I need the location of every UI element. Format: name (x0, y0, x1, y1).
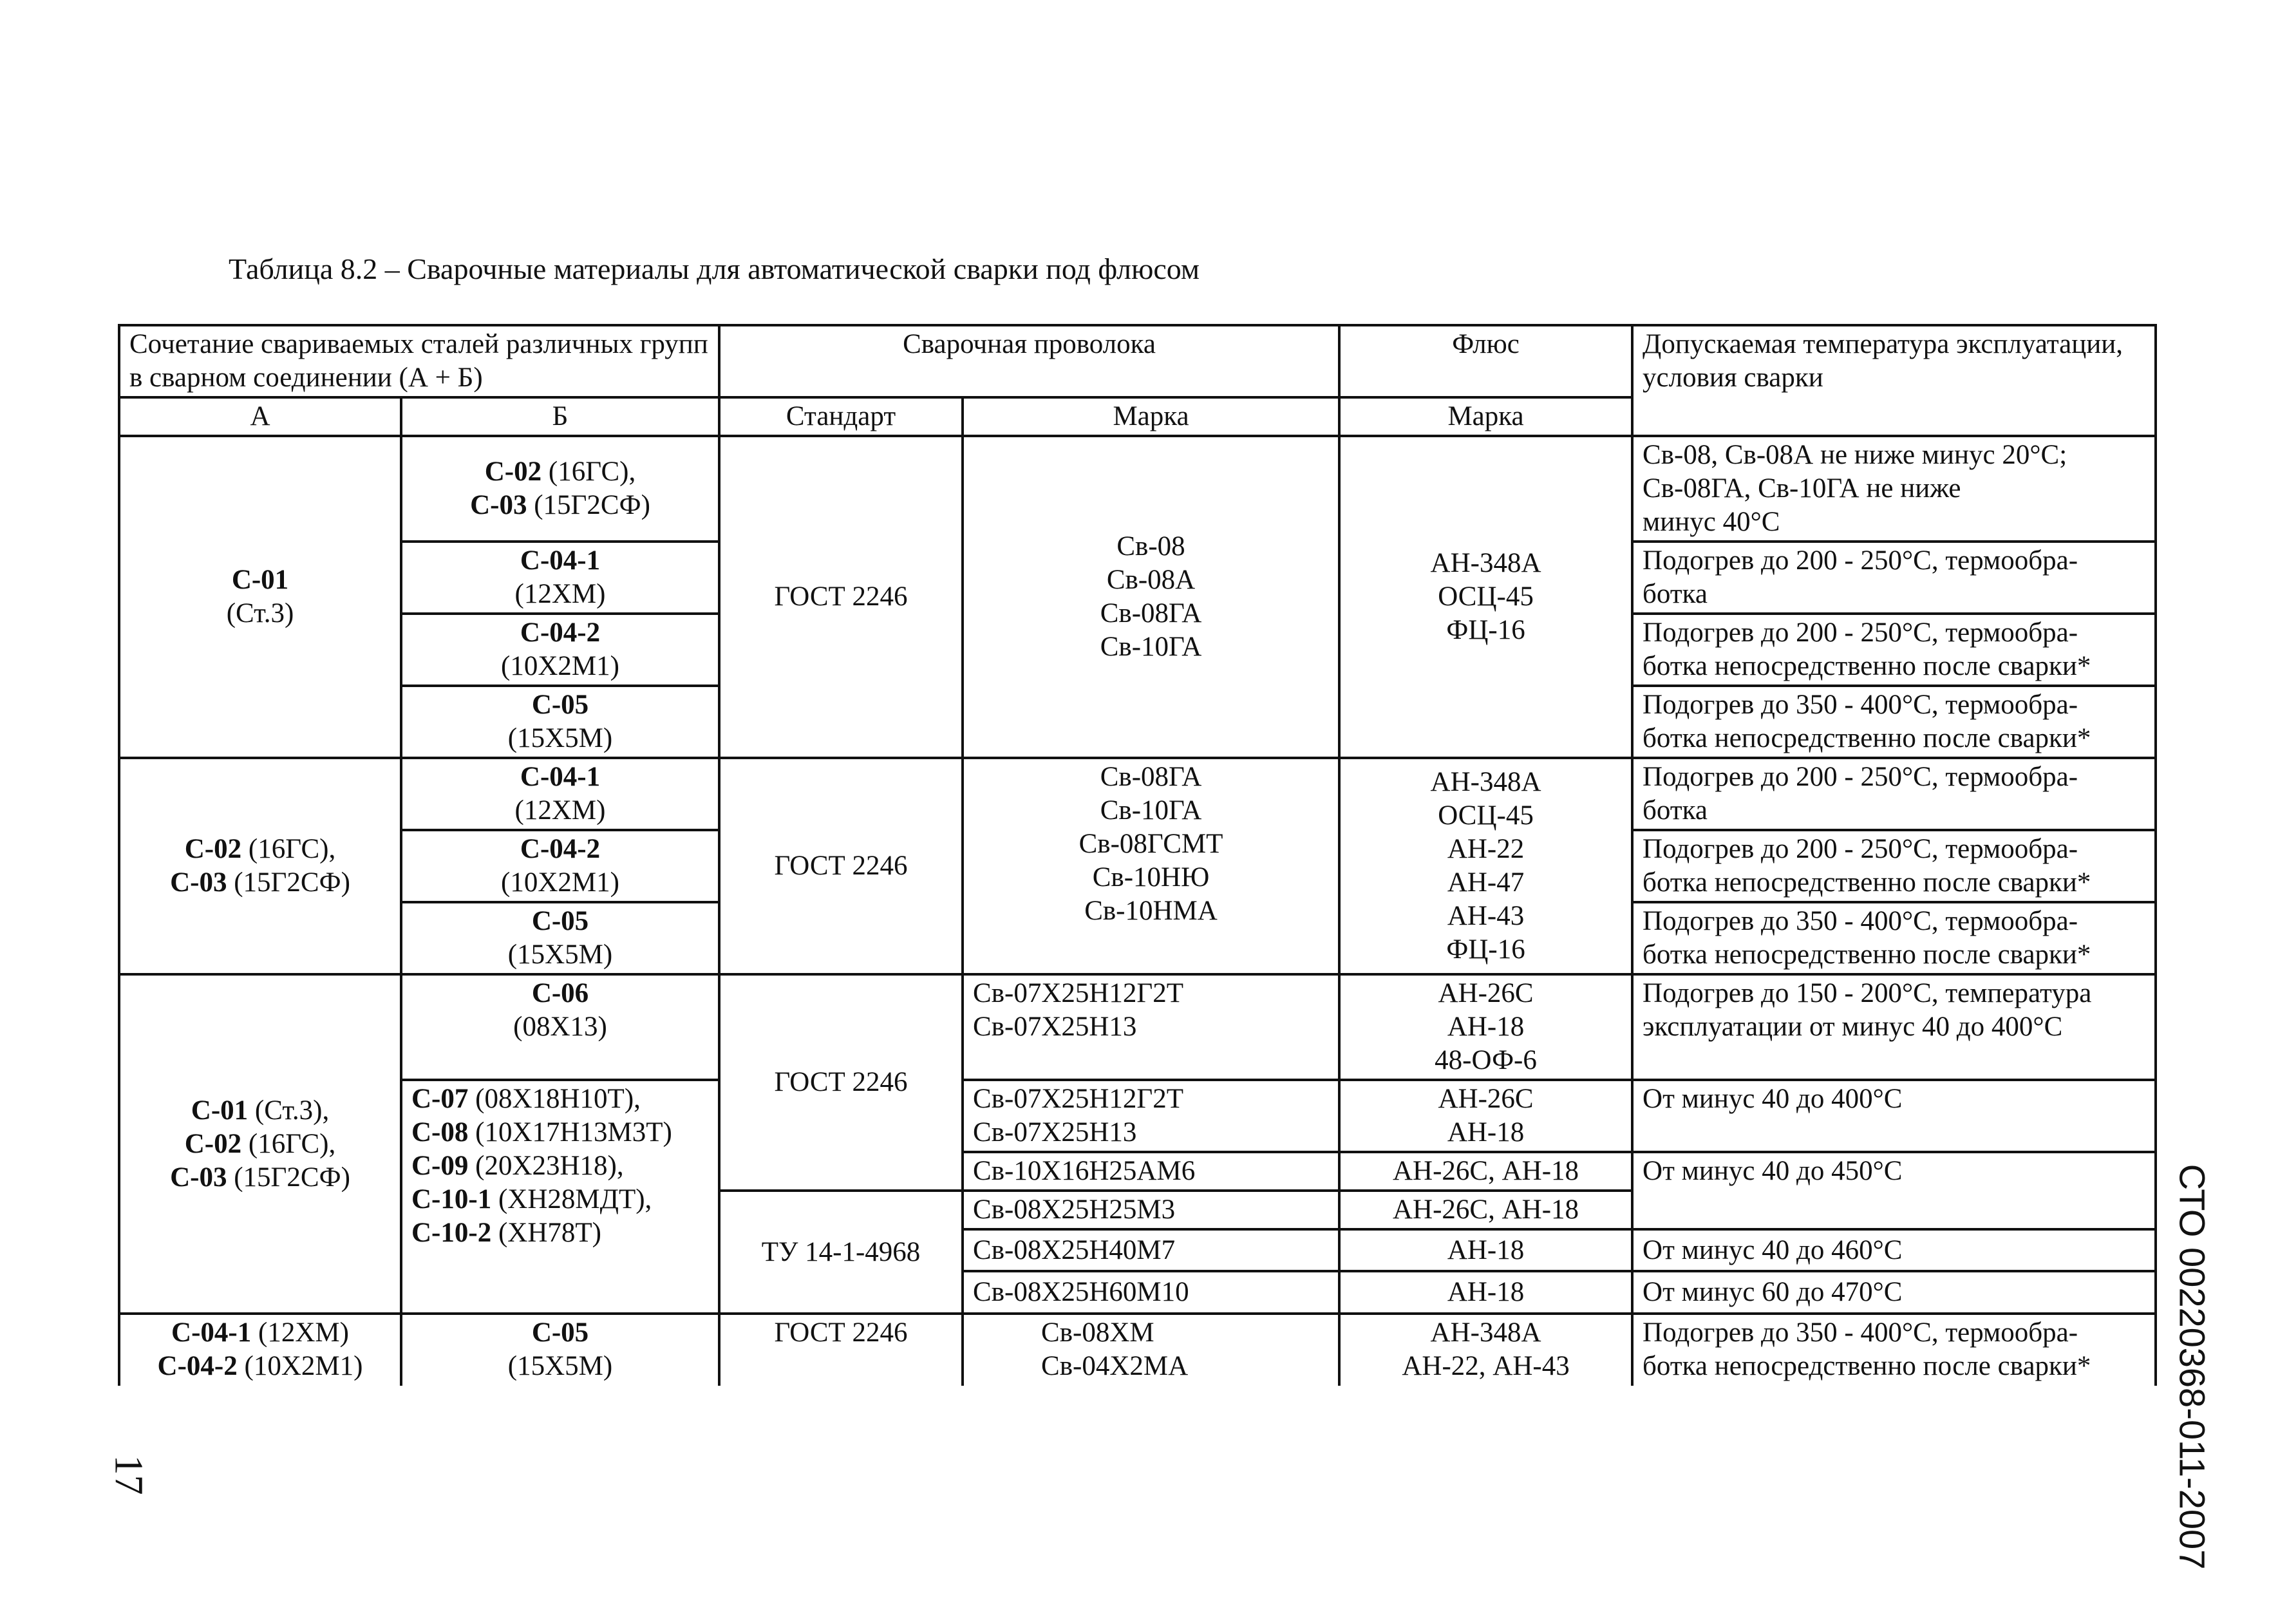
steel-grade: (16ГС), (241, 834, 336, 864)
wire-grade: Св-08А (1106, 565, 1196, 595)
steel-grade: (ХН78Т) (491, 1218, 601, 1248)
flux-grade: АН-43 (1447, 901, 1525, 931)
steel-grade: (10Х2М1) (237, 1351, 363, 1381)
condition-line: Св-08ГА, Св-10ГА не ниже (1643, 473, 1961, 504)
condition-cell (1632, 902, 2156, 974)
header-wire-grade: Марка (963, 397, 1339, 436)
standard-cell: ТУ 14-1-4968 (719, 1191, 963, 1314)
standard-cell: ГОСТ 2246 (719, 974, 963, 1191)
condition-cell (1632, 1314, 2156, 1386)
steel-code: С-03 (470, 490, 527, 520)
condition-line: Подогрев до 200 - 250°С, термообра- (1643, 834, 2078, 864)
steel-grade: (16ГС), (541, 457, 636, 487)
steel-code: С-10-1 (411, 1184, 492, 1214)
flux-grade: ОСЦ-45 (1438, 800, 1534, 831)
condition-line: минус 40°С (1643, 507, 1780, 537)
steel-b-cell (401, 902, 719, 974)
header-a: А (119, 397, 401, 436)
steel-code: С-05 (531, 906, 589, 936)
flux-grade-cell: АН-18 (1339, 1229, 1632, 1271)
flux-grade: 48-ОФ-6 (1435, 1045, 1537, 1075)
flux-grade-cell (1339, 974, 1632, 1080)
steel-code: С-04-2 (157, 1351, 238, 1381)
condition-line: ботка непосредственно после сварки* (1643, 1351, 2091, 1381)
document-code: СТО 00220368-011-2007 (2172, 1164, 2213, 1570)
header-standard: Стандарт (719, 397, 963, 436)
wire-grade: Св-07Х25Н13 (973, 1117, 1137, 1147)
condition-cell: От минус 60 до 470°С (1632, 1271, 2156, 1314)
header-b: Б (401, 397, 719, 436)
table-row (119, 436, 2156, 542)
condition-line: ботка (1643, 795, 1708, 826)
steel-grade: (10Х17Н13М3Т) (468, 1117, 672, 1147)
welding-materials-table (118, 324, 2157, 1386)
flux-grade-cell (1339, 1314, 1632, 1386)
steel-b-cell (401, 686, 719, 758)
condition-line: ботка непосредственно после сварки* (1643, 867, 2091, 898)
condition-line: Подогрев до 350 - 400°С, термообра- (1643, 906, 2078, 936)
steel-code: С-02 (484, 457, 542, 487)
flux-grade: ФЦ-16 (1446, 934, 1525, 965)
standard-cell: ГОСТ 2246 (719, 1314, 963, 1386)
wire-grade: Св-10ГА (1100, 632, 1202, 662)
table-row (119, 758, 2156, 830)
condition-line: Подогрев до 200 - 250°С, термообра- (1643, 618, 2078, 648)
wire-grade-cell (963, 436, 1339, 758)
condition-cell: От минус 40 до 460°С (1632, 1229, 2156, 1271)
condition-line: ботка непосредственно после сварки* (1643, 939, 2091, 970)
steel-b-cell (401, 614, 719, 686)
condition-cell (1632, 758, 2156, 830)
steel-grade: (Ст.3), (248, 1095, 330, 1126)
flux-grade: АН-47 (1447, 867, 1525, 898)
steel-grade: (12ХМ) (251, 1317, 349, 1348)
wire-grade-cell: Св-10Х16Н25АМ6 (963, 1152, 1339, 1191)
steel-code: С-01 (231, 565, 289, 595)
steel-grade: (ХН28МДТ), (491, 1184, 652, 1214)
steel-b-cell (401, 542, 719, 614)
flux-grade: АН-348А (1430, 767, 1541, 797)
header-row (119, 325, 2156, 397)
steel-b-cell (401, 830, 719, 902)
steel-grade: (15Х5М) (507, 723, 613, 753)
condition-line: Подогрев до 200 - 250°С, термообра- (1643, 762, 2078, 792)
steel-code: С-01 (191, 1095, 249, 1126)
page-number: 17 (106, 1455, 151, 1495)
flux-grade: АН-22 (1447, 834, 1525, 864)
wire-grade-cell (963, 758, 1339, 974)
condition-line: Подогрев до 200 - 250°С, термообра- (1643, 545, 2078, 576)
condition-cell (1632, 830, 2156, 902)
table-row (119, 974, 2156, 1080)
header-flux-grade: Марка (1339, 397, 1632, 436)
steel-b-cell (401, 1080, 719, 1314)
steel-code: С-02 (184, 1128, 242, 1159)
condition-cell (1632, 542, 2156, 614)
wire-grade: Св-08 (1116, 531, 1185, 562)
flux-grade-cell: АН-18 (1339, 1271, 1632, 1314)
header-combination: Сочетание свариваемых сталей различных групп в сварном соединении (А + Б) (119, 325, 719, 397)
condition-cell (1632, 436, 2156, 542)
steel-b-cell (401, 1314, 719, 1386)
steel-code: С-05 (531, 1317, 589, 1348)
condition-line: Подогрев до 150 - 200°С, температура (1643, 978, 2092, 1008)
steel-b-cell (401, 436, 719, 542)
standard-cell: ГОСТ 2246 (719, 436, 963, 758)
steel-code: С-04-2 (520, 618, 601, 648)
header-flux: Флюс (1339, 325, 1632, 397)
flux-grade: АН-348А (1430, 1317, 1541, 1348)
wire-grade: Св-10НЮ (1092, 862, 1210, 892)
steel-code: С-04-1 (520, 762, 601, 792)
wire-grade-cell (963, 1314, 1339, 1386)
flux-grade-cell: АН-26С, АН-18 (1339, 1152, 1632, 1191)
condition-cell (1632, 686, 2156, 758)
flux-grade: АН-18 (1447, 1012, 1525, 1042)
steel-grade: (15Г2СФ) (227, 867, 350, 898)
steel-grade: (15Х5М) (507, 939, 613, 970)
condition-line: ботка непосредственно после сварки* (1643, 723, 2091, 753)
wire-grade: Св-07Х25Н12Г2Т (973, 978, 1184, 1008)
table-row (119, 1314, 2156, 1386)
steel-a-cell (119, 758, 401, 974)
wire-grade: Св-07Х25Н13 (973, 1012, 1137, 1042)
wire-grade: Св-10ГА (1100, 795, 1202, 826)
table-row (119, 1080, 2156, 1152)
steel-code: С-07 (411, 1084, 469, 1114)
condition-cell: От минус 40 до 400°С (1632, 1080, 2156, 1152)
condition-line: ботка непосредственно после сварки* (1643, 651, 2091, 681)
steel-code: С-06 (531, 978, 589, 1008)
steel-code: С-10-2 (411, 1218, 492, 1248)
wire-grade: Св-04Х2МА (1041, 1351, 1189, 1381)
steel-grade: (10Х2М1) (501, 867, 619, 898)
steel-code: С-03 (170, 867, 227, 898)
steel-grade: (15Г2СФ) (227, 1162, 350, 1193)
flux-grade-cell (1339, 436, 1632, 758)
flux-grade: ОСЦ-45 (1438, 581, 1534, 612)
steel-a-cell (119, 1314, 401, 1386)
wire-grade-cell: Св-08Х25Н60М10 (963, 1271, 1339, 1314)
steel-grade: (12ХМ) (514, 579, 606, 609)
condition-line: ботка (1643, 579, 1708, 609)
wire-grade: Св-08ГА (1100, 598, 1202, 628)
flux-grade-cell: АН-26С, АН-18 (1339, 1191, 1632, 1229)
wire-grade: Св-10НМА (1084, 896, 1218, 926)
condition-line: эксплуатации от минус 40 до 400°С (1643, 1012, 2063, 1042)
steel-a-cell (119, 974, 401, 1314)
condition-line: Подогрев до 350 - 400°С, термообра- (1643, 1317, 2078, 1348)
steel-b-cell (401, 758, 719, 830)
flux-grade: АН-22, АН-43 (1402, 1351, 1570, 1381)
steel-grade: (Ст.3) (226, 598, 294, 628)
steel-code: С-05 (531, 690, 589, 720)
wire-grade-cell (963, 1080, 1339, 1152)
wire-grade-cell: Св-08Х25Н25М3 (963, 1191, 1339, 1229)
header-wire: Сварочная проволока (719, 325, 1339, 397)
steel-code: С-04-1 (520, 545, 601, 576)
flux-grade-cell (1339, 758, 1632, 974)
flux-grade: АН-26С (1438, 1084, 1534, 1114)
condition-line: Св-08, Св-08А не ниже минус 20°С; (1643, 440, 2067, 470)
steel-grade: (12ХМ) (514, 795, 606, 826)
steel-code: С-04-1 (171, 1317, 252, 1348)
condition-cell (1632, 974, 2156, 1080)
steel-code: С-04-2 (520, 834, 601, 864)
standard-cell: ГОСТ 2246 (719, 758, 963, 974)
steel-grade: (16ГС), (241, 1128, 336, 1159)
steel-b-cell (401, 974, 719, 1080)
steel-code: С-08 (411, 1117, 469, 1147)
steel-grade: (08Х13) (513, 1012, 607, 1042)
steel-code: С-09 (411, 1151, 469, 1181)
condition-cell: От минус 40 до 450°С (1632, 1152, 2156, 1229)
flux-grade: АН-26С (1438, 978, 1534, 1008)
steel-a-cell (119, 436, 401, 758)
header-temperature: Допускаемая температура эксплуатации, условия сварки (1632, 325, 2156, 436)
steel-grade: (08Х18Н10Т), (468, 1084, 641, 1114)
flux-grade: АН-18 (1447, 1117, 1525, 1147)
wire-grade: Св-08ГА (1100, 762, 1202, 792)
condition-line: Подогрев до 350 - 400°С, термообра- (1643, 690, 2078, 720)
wire-grade-cell (963, 974, 1339, 1080)
steel-grade: (10Х2М1) (501, 651, 619, 681)
steel-code: С-02 (184, 834, 242, 864)
steel-grade: (15Г2СФ) (527, 490, 650, 520)
steel-grade: (15Х5М) (507, 1351, 613, 1381)
condition-cell (1632, 614, 2156, 686)
wire-grade: Св-07Х25Н12Г2Т (973, 1084, 1184, 1114)
flux-grade-cell (1339, 1080, 1632, 1152)
steel-code: С-03 (170, 1162, 227, 1193)
flux-grade: АН-348А (1430, 548, 1541, 578)
steel-grade: (20Х23Н18), (468, 1151, 624, 1181)
wire-grade: Св-08ГСМТ (1078, 829, 1223, 859)
wire-grade-cell: Св-08Х25Н40М7 (963, 1229, 1339, 1271)
table-caption: Таблица 8.2 – Сварочные материалы для автоматической сварки под флюсом (229, 252, 1200, 285)
wire-grade: Св-08ХМ (1041, 1317, 1154, 1348)
flux-grade: ФЦ-16 (1446, 615, 1525, 645)
